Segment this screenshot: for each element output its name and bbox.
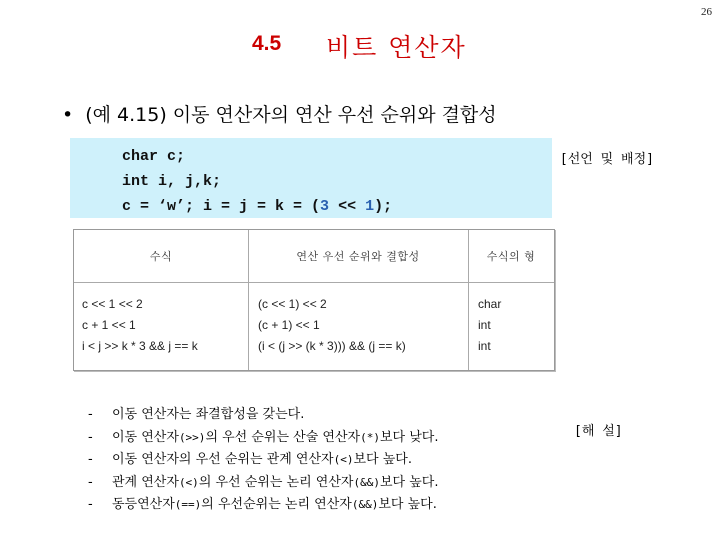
example-heading [62, 100, 497, 127]
note-symbol: (*) [360, 430, 380, 444]
table-cell: i < j >> k * 3 && j == k [82, 339, 198, 353]
explanation-list [88, 404, 438, 517]
dash-icon: - [88, 429, 93, 445]
note-text: 관계 연산자 [112, 474, 179, 490]
note-text: 의 우선 순위는 산술 연산자 [205, 429, 361, 445]
note-text: 의 우선순위는 논리 연산자 [201, 497, 352, 512]
note-text: 보다 높다. [379, 474, 439, 490]
note-text: 의 우선 순위는 논리 연산자 [198, 474, 354, 490]
dash-icon: - [88, 407, 93, 422]
dash-icon: - [88, 474, 93, 490]
list-item [88, 427, 438, 450]
header-precedence: 연산 우선 순위와 결합성 [296, 250, 420, 263]
explanation-tag: [해 설] [574, 424, 623, 439]
code-text [122, 144, 392, 219]
expression-column [82, 294, 198, 357]
code-line [122, 194, 392, 219]
note-symbol: (&&) [351, 498, 379, 511]
note-symbol: (<) [333, 453, 354, 466]
code-segment: << [329, 198, 366, 215]
bullet-icon: • [62, 104, 74, 126]
note-symbol: (&&) [353, 475, 380, 489]
list-item [88, 449, 438, 472]
code-block [70, 138, 654, 218]
header-expression: 수식 [149, 250, 173, 263]
section-title-text: 비트 연산자 [326, 33, 467, 62]
code-tag: [선언 및 배정] [559, 152, 654, 167]
table-cell: (c << 1) << 2 [258, 297, 327, 311]
note-text: 이동 연산자는 좌결합성을 갖는다. [112, 407, 305, 422]
note-text: 이동 연산자의 우선 순위는 관계 연산자 [112, 452, 334, 467]
dash-icon: - [88, 452, 93, 467]
note-text: 보다 높다. [378, 497, 437, 512]
note-text: 이동 연산자 [112, 429, 179, 445]
note-text: 보다 높다. [353, 452, 412, 467]
example-heading-text: (예 4.15) 이동 연산자의 연산 우선 순위와 결합성 [85, 104, 497, 126]
header-type: 수식의 형 [486, 250, 536, 263]
note-symbol: (==) [174, 498, 202, 511]
table-cell: char [478, 297, 502, 311]
note-text: 보다 낮다. [379, 429, 439, 445]
code-line: int i, j,k; [122, 173, 222, 190]
table-cell: (c + 1) << 1 [258, 318, 320, 332]
expression-table [73, 229, 555, 371]
list-item [88, 404, 438, 427]
list-item [88, 494, 438, 517]
table-cell: c << 1 << 2 [82, 297, 143, 311]
section-title [0, 28, 720, 62]
table-cell: c + 1 << 1 [82, 318, 136, 332]
table-cell: int [478, 339, 491, 353]
table-cell: (i < (j >> (k * 3))) && (j == k) [258, 339, 406, 353]
code-number: 3 [320, 198, 330, 215]
list-item [88, 472, 438, 495]
type-column [478, 294, 501, 357]
note-text: 동등연산자 [112, 497, 175, 512]
code-segment: c = ‘w’; i = j = k = ( [122, 198, 321, 215]
section-number: 4.5 [252, 32, 282, 55]
note-symbol: (>>) [178, 430, 206, 444]
dash-icon: - [88, 497, 93, 512]
code-line: char c; [122, 148, 186, 165]
code-number: 1 [365, 198, 375, 215]
header-divider [74, 282, 554, 283]
note-symbol: (<) [178, 475, 199, 489]
precedence-column [258, 294, 406, 357]
table-cell: int [478, 318, 491, 332]
code-segment: ); [374, 198, 393, 215]
page-number: 26 [701, 6, 712, 18]
